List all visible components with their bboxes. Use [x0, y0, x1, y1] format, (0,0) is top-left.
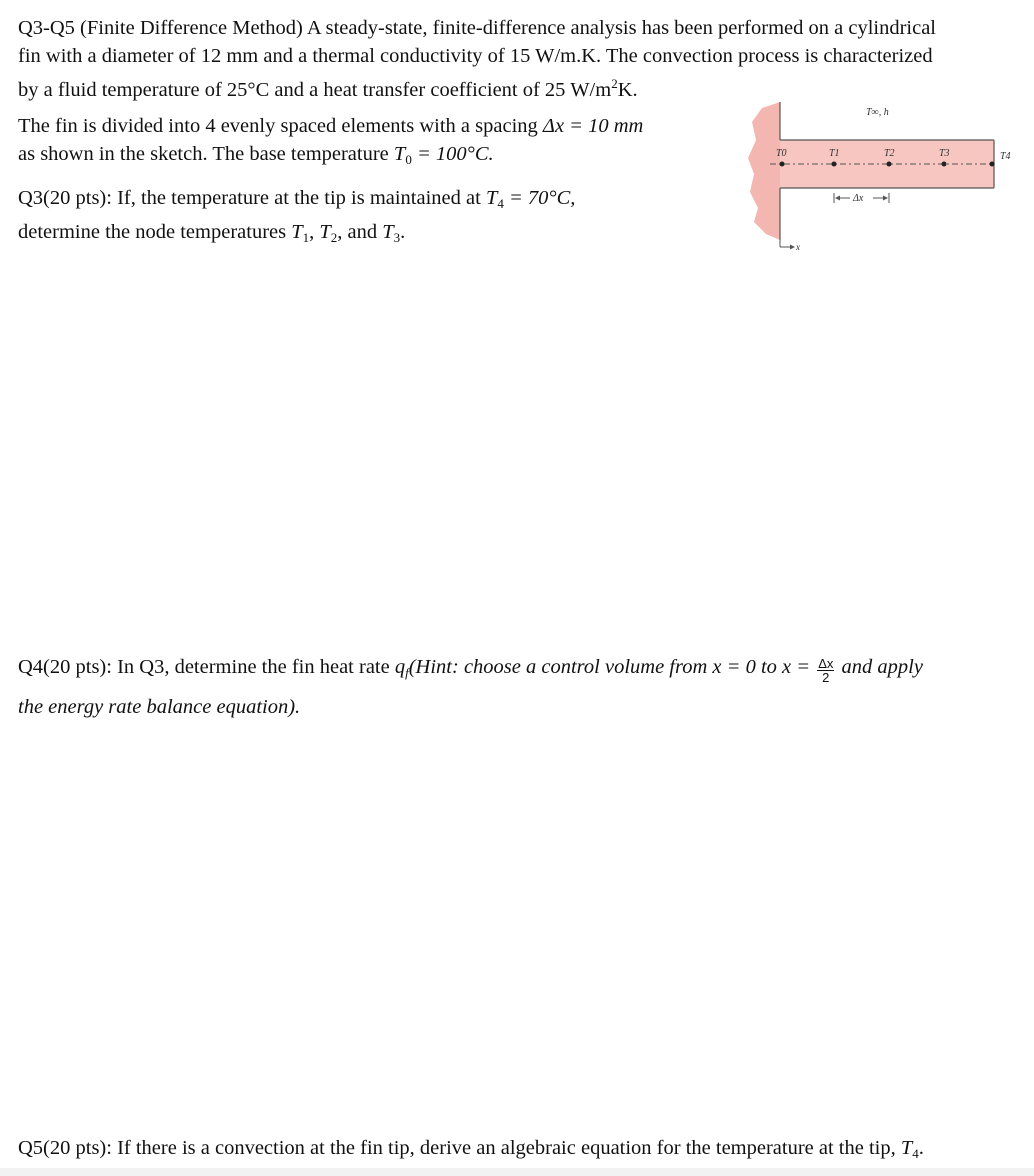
t3-sub: 3 — [393, 230, 401, 245]
intro-paragraph — [18, 14, 936, 104]
intro-line2: fin with a diameter of 12 mm and a thermal conductivity of 15 W/m.K. The convection process is characterized — [18, 45, 933, 67]
q5-period: . — [918, 1137, 924, 1159]
axis-arrowhead — [790, 245, 795, 250]
base-temp-symbol: T — [393, 143, 406, 165]
t1-symbol: T — [291, 221, 303, 243]
q4-hint-end: and apply — [836, 656, 923, 678]
t2-sub: 2 — [330, 230, 338, 245]
heat-rate-symbol: q — [394, 656, 406, 678]
t3-symbol: T — [382, 221, 394, 243]
dx-arrowhead-right — [883, 196, 888, 201]
axis-label: x — [796, 242, 800, 252]
q3-line1: Q3(20 pts): If, the temperature at the tip is maintained at — [18, 187, 486, 209]
base-temp-sub: 0 — [405, 152, 412, 167]
elements-paragraph — [18, 112, 643, 174]
elements-line2: as shown in the sketch. The base temperature — [18, 143, 394, 165]
q4-line2: the energy rate balance equation). — [18, 696, 301, 718]
tip-temp-sub: 4 — [497, 196, 504, 211]
elements-line1: The fin is divided into 4 evenly spaced elements with a spacing — [18, 115, 543, 137]
fluid-label: T∞, h — [866, 107, 889, 118]
q3-line2: determine the node temperatures — [18, 221, 292, 243]
node-4 — [990, 162, 995, 167]
intro-line3-end: K. — [617, 78, 638, 101]
q4-hint: (Hint: choose a control volume from x = 0 to x = — [408, 656, 816, 678]
q3-paragraph: Q3(20 pts): If, the temperature at the tip is maintained at $T_4 = 70^\circ C$, determine the node temperatures $T_1$, $T_2$, and $T_3$. — [18, 187, 576, 245]
heat-rate-sub: f — [405, 665, 409, 680]
spacing-math: Δx = 10 mm — [542, 115, 644, 137]
tip-temp-symbol: T — [485, 187, 498, 209]
q5-tip-symbol: T — [900, 1137, 913, 1159]
base-wall — [748, 102, 780, 240]
dx-half-fraction — [817, 657, 834, 684]
node-0 — [780, 162, 785, 167]
tip-temp-value: = 70°C, — [503, 187, 576, 209]
dx-arrowhead-left — [835, 196, 840, 201]
node-3 — [942, 162, 947, 167]
fraction-numerator: Δx — [818, 656, 834, 671]
page-bottom-edge — [0, 1168, 1034, 1176]
node-label-t1: T1 — [829, 148, 840, 159]
q5-text: Q5(20 pts): If there is a convection at the fin tip, derive an algebraic equation for the temperature at the tip, — [18, 1137, 901, 1159]
q5-tip-sub: 4 — [912, 1146, 919, 1161]
q5-paragraph — [18, 1134, 924, 1168]
t2-symbol: T — [319, 221, 331, 243]
node-label-t2: T2 — [884, 148, 895, 159]
node-2 — [887, 162, 892, 167]
tip-label-t4: T4 — [1000, 151, 1011, 162]
dx-label: Δx — [853, 193, 864, 204]
base-temp-value: = 100°C. — [411, 143, 494, 165]
fraction-denominator: 2 — [822, 670, 830, 685]
node-label-t0: T0 — [776, 148, 787, 159]
intro-heading: Q3-Q5 (Finite Difference Method) — [18, 17, 303, 39]
fin-sketch — [744, 100, 1019, 260]
q4-line1: Q4(20 pts): In Q3, determine the fin heat rate — [18, 656, 395, 678]
and-word: and — [347, 221, 378, 243]
intro-line1: A steady-state, finite-difference analysis has been performed on a cylindrical — [302, 17, 936, 39]
node-1 — [832, 162, 837, 167]
q4-paragraph — [18, 650, 923, 724]
node-label-t3: T3 — [939, 148, 950, 159]
intro-line3-sup: 2 — [611, 76, 618, 91]
q3-period: . — [400, 221, 406, 243]
intro-line3: by a fluid temperature of 25°C and a heat transfer coefficient of 25 W/m — [18, 78, 612, 101]
t1-sub: 1 — [302, 230, 310, 245]
